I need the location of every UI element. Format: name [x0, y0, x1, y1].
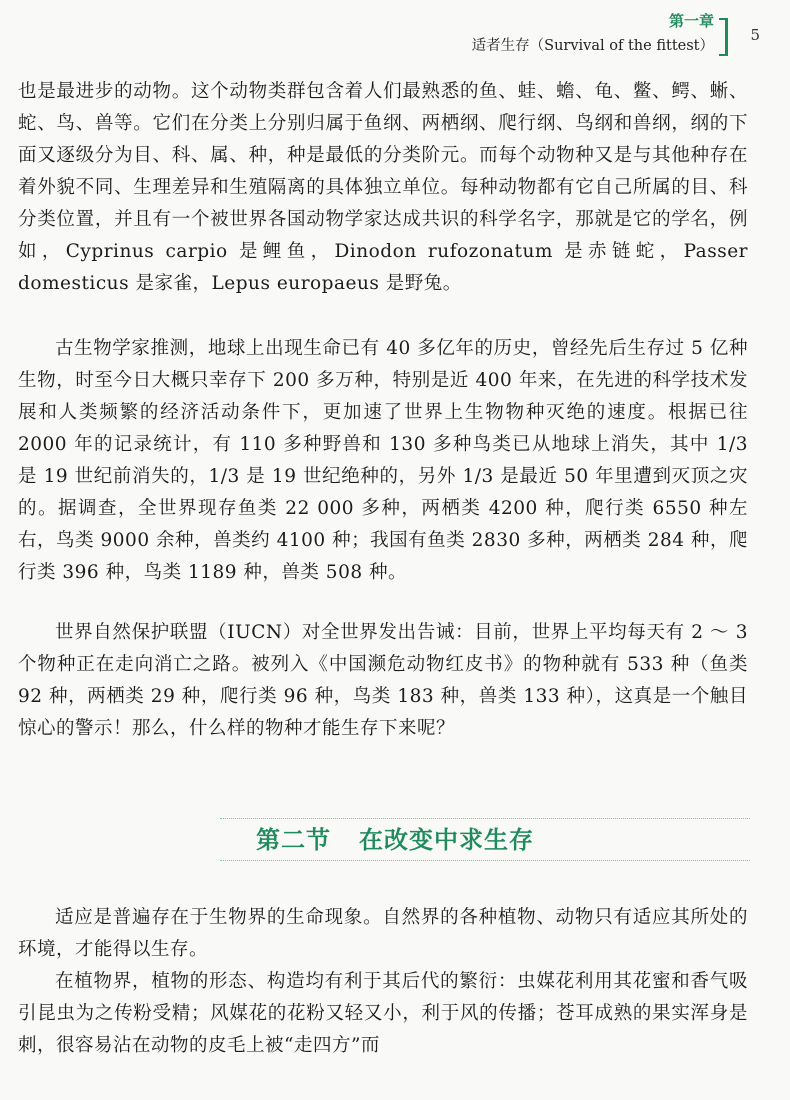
header-bracket-decoration — [719, 18, 728, 56]
paragraph-taxonomy — [18, 76, 748, 300]
paragraph-extinction-history — [18, 333, 748, 589]
section-title: 在改变中求生存 — [359, 826, 534, 854]
page-number: 5 — [750, 26, 760, 44]
paragraph-plant-adaptation — [18, 966, 748, 1062]
paragraph-text: 古生物学家推测，地球上出现生命已有 40 多亿年的历史，曾经先后生存过 5 亿种生物，时至今日大概只幸存下 200 多万种，特别是近 400 年来，在先进的科学技术发展和人类频繁的经济活动条件下，更加速了世界上生物物种灭绝的速度。根据已往 2000 年的记录统计，有 110 多种野兽和 130 多种鸟类已从地球上消失，其中 1/3 是 19 世纪前消失的，1/3 是 19 世纪绝种的，另外 1/3 是最近 50 年里遭到灭顶之灾的。据调查，全世界现存鱼类 22 000 多种，两栖类 4200 种，爬行类 6550 种左右，鸟类 9000 余种，兽类约 4100 种；我国有鱼类 2830 多种，两栖类 284 种，爬行类 396 种，鸟类 1189 种，兽类 508 种。 — [18, 338, 748, 583]
section-rule-bottom — [220, 860, 750, 861]
paragraph-text: 也是最进步的动物。这个动物类群包含着人们最熟悉的鱼、蛙、蟾、龟、鳖、鳄、蜥、蛇、鸟、兽等。它们在分类上分别归属于鱼纲、两栖纲、爬行纲、鸟纲和兽纲，纲的下面又逐级分为目、科、属、种，种是最低的分类阶元。而每个动物种又是与其他种存在着外貌不同、生理差异和生殖隔离的具体独立单位。每种动物都有它自己所属的目、科分类位置，并且有一个被世界各国动物学家达成共识的科学名字，那就是它的学名，例如，Cyprinus carpio 是鲤鱼，Dinodon rufozonatum 是赤链蛇，Passer domesticus 是家雀，Lepus europaeus 是野兔。 — [18, 81, 748, 294]
running-header — [348, 8, 768, 52]
chapter-label: 第一章 — [668, 12, 714, 30]
paragraph-text: 在植物界，植物的形态、构造均有利于其后代的繁衍：虫媒花利用其花蜜和香气吸引昆虫为之传粉受精；风媒花的花粉又轻又小，利于风的传播；苍耳成熟的果实浑身是刺，很容易沾在动物的皮毛上被“走四方”而 — [18, 971, 748, 1056]
section-number: 第二节 — [256, 826, 331, 854]
chapter-title: 适者生存（Survival of the fittest） — [471, 38, 714, 54]
section-rule-top — [220, 818, 750, 819]
section-heading — [0, 820, 790, 855]
paragraph-adaptation — [18, 902, 748, 966]
paragraph-text: 世界自然保护联盟（IUCN）对全世界发出告诫：目前，世界上平均每天有 2 ～ 3 个物种正在走向消亡之路。被列入《中国濒危动物红皮书》的物种就有 533 种（鱼类 92 种，两栖类 29 种，爬行类 96 种，鸟类 183 种，兽类 133 种），这真是一个触目惊心的警示！那么，什么样的物种才能生存下来呢？ — [18, 622, 748, 739]
paragraph-text: 适应是普遍存在于生物界的生命现象。自然界的各种植物、动物只有适应其所处的环境，才能得以生存。 — [18, 907, 748, 960]
paragraph-iucn-warning — [18, 617, 748, 745]
